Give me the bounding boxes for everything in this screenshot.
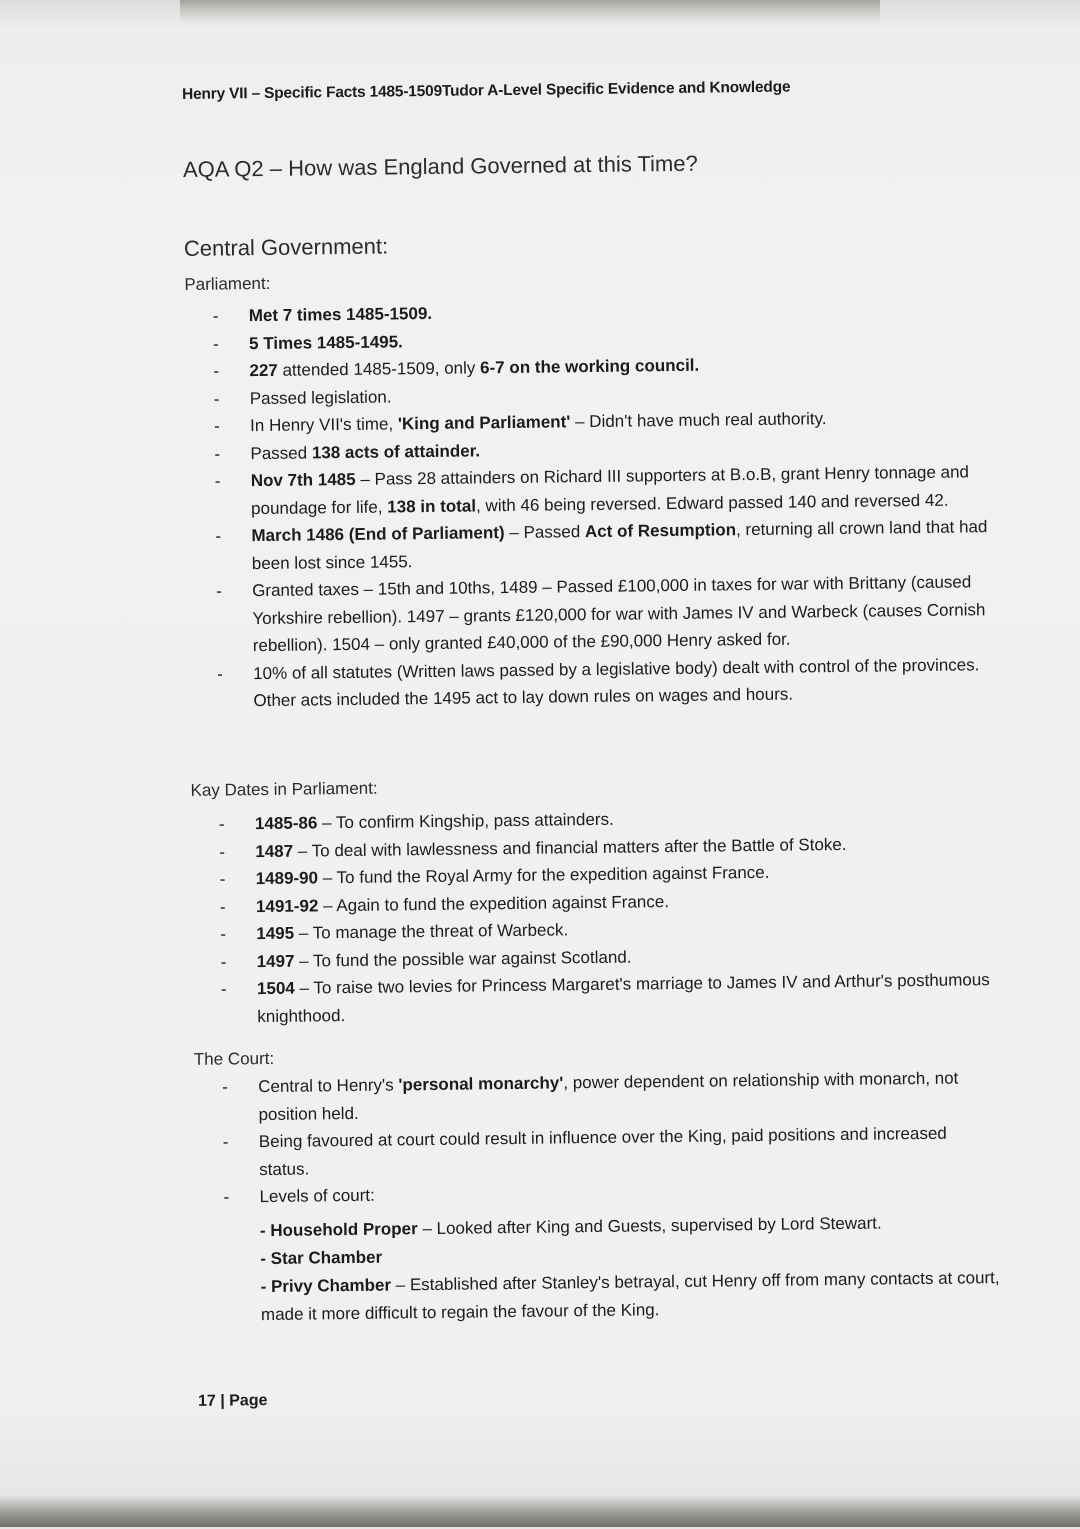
subheading-parliament: Parliament: (184, 274, 270, 295)
key-date-text: – To confirm Kingship, pass attainders. (317, 810, 614, 833)
item-bold: 227 (249, 361, 278, 380)
key-date-text: – To raise two levies for Princess Margaret's marriage to James IV and Arthur's posthumous knighthood. (257, 970, 990, 1025)
key-date-year: 1497 (257, 951, 295, 970)
item-text: – Passed (505, 522, 586, 542)
court-level-name: - Privy Chamber (261, 1276, 392, 1297)
page-footer (198, 1392, 268, 1411)
section-heading-central-government: Central Government: (184, 233, 389, 261)
item-text: Passed legislation. (250, 387, 392, 408)
parliament-item (213, 651, 994, 716)
court-level (260, 1264, 1021, 1329)
item-bold: 'personal monarchy' (398, 1073, 563, 1094)
page-label: Page (229, 1392, 267, 1409)
key-date-year: 1491-92 (256, 896, 319, 916)
item-bold: March 1486 (End of Parliament) (251, 523, 504, 545)
item-text: Central to Henry's (258, 1075, 398, 1096)
item-text: In Henry VII's time, (250, 414, 398, 435)
key-date-item (217, 966, 998, 1031)
item-bold: 'King and Parliament' (398, 412, 571, 433)
item-bold: 138 in total (387, 496, 476, 516)
item-text: 10% of all statutes (Written laws passed by a legislative body) dealt with control of the provinces. Other acts included the 1495 act to lay down rules on wages and hours. (253, 655, 980, 710)
item-text: Granted taxes – 15th and 10ths, 1489 – Passed £100,000 in taxes for war with Brittany (caused Yorkshire rebellion). 1497 – grants £120,000 for war with James IV and Warbeck (causes Cornish rebellion). 1504 – only granted £40,000 of the £90,000 Henry asked for. (252, 572, 985, 655)
item-text: Passed (250, 443, 312, 463)
item-text: , with 46 being reversed. Edward passed 140 and reversed 42. (476, 490, 949, 515)
court-level-name: - Star Chamber (260, 1248, 382, 1268)
key-date-text: – To fund the Royal Army for the expedition against France. (318, 863, 770, 888)
item-text: Levels of court: (259, 1186, 375, 1206)
key-date-year: 1489-90 (256, 868, 319, 888)
court-item (218, 1064, 999, 1129)
key-date-text: – Again to fund the expedition against France. (318, 892, 669, 915)
parliament-item (212, 568, 993, 660)
item-text: , returning all crown land that had been lost since 1455. (252, 517, 988, 572)
item-bold: Act of Resumption (585, 520, 736, 541)
item-text: – Didn't have much real authority. (570, 409, 826, 431)
key-dates-list (215, 801, 998, 1031)
court-list (218, 1064, 1000, 1211)
subheading-key-dates: Kay Dates in Parliament: (190, 779, 377, 801)
item-bold: 5 Times 1485-1495. (249, 332, 403, 353)
key-date-text: – To fund the possible war against Scotland. (294, 947, 631, 970)
parliament-item (211, 513, 992, 578)
key-date-year: 1495 (256, 924, 294, 943)
court-level-text: – Established after Stanley's betrayal, cut Henry off from many contacts at court, made it more difficult to regain the favour of the King. (261, 1268, 1000, 1324)
item-bold: Met 7 times 1485-1509. (249, 304, 433, 325)
page-separator: | (216, 1392, 230, 1409)
court-level-name: - Household Proper (260, 1219, 418, 1240)
item-bold: 138 acts of attainder. (312, 441, 480, 462)
item-text: Being favoured at court could result in influence over the King, paid positions and increased status. (259, 1124, 947, 1179)
page-header: Henry VII – Specific Facts 1485-1509Tudor A-Level Specific Evidence and Knowledge (182, 79, 791, 104)
subheading-court: The Court: (194, 1049, 275, 1070)
court-level-text: – Looked after King and Guests, supervised by Lord Stewart. (418, 1214, 882, 1239)
court-item (219, 1119, 1000, 1184)
court-levels (260, 1208, 1021, 1329)
key-date-year: 1504 (257, 979, 295, 998)
key-date-text: – To deal with lawlessness and financial matters after the Battle of Stoke. (293, 834, 847, 860)
item-text: attended 1485-1509, only (278, 358, 480, 379)
page-title: AQA Q2 – How was England Governed at this Time? (183, 151, 698, 183)
key-date-year: 1485-86 (255, 813, 318, 833)
page-number: 17 (198, 1393, 216, 1410)
item-text: – Pass 28 attainders on Richard III supporters at B.o.B, grant Henry tonnage and poundage for life, (251, 462, 969, 517)
key-date-text: – To manage the threat of Warbeck. (294, 920, 568, 942)
key-date-year: 1487 (255, 841, 293, 860)
item-bold: Nov 7th 1485 (251, 470, 356, 490)
item-bold: 6-7 on the working council. (480, 356, 699, 378)
item-text: , power dependent on relationship with monarch, not position held. (258, 1069, 958, 1124)
parliament-item (211, 458, 992, 523)
parliament-list (209, 293, 994, 715)
